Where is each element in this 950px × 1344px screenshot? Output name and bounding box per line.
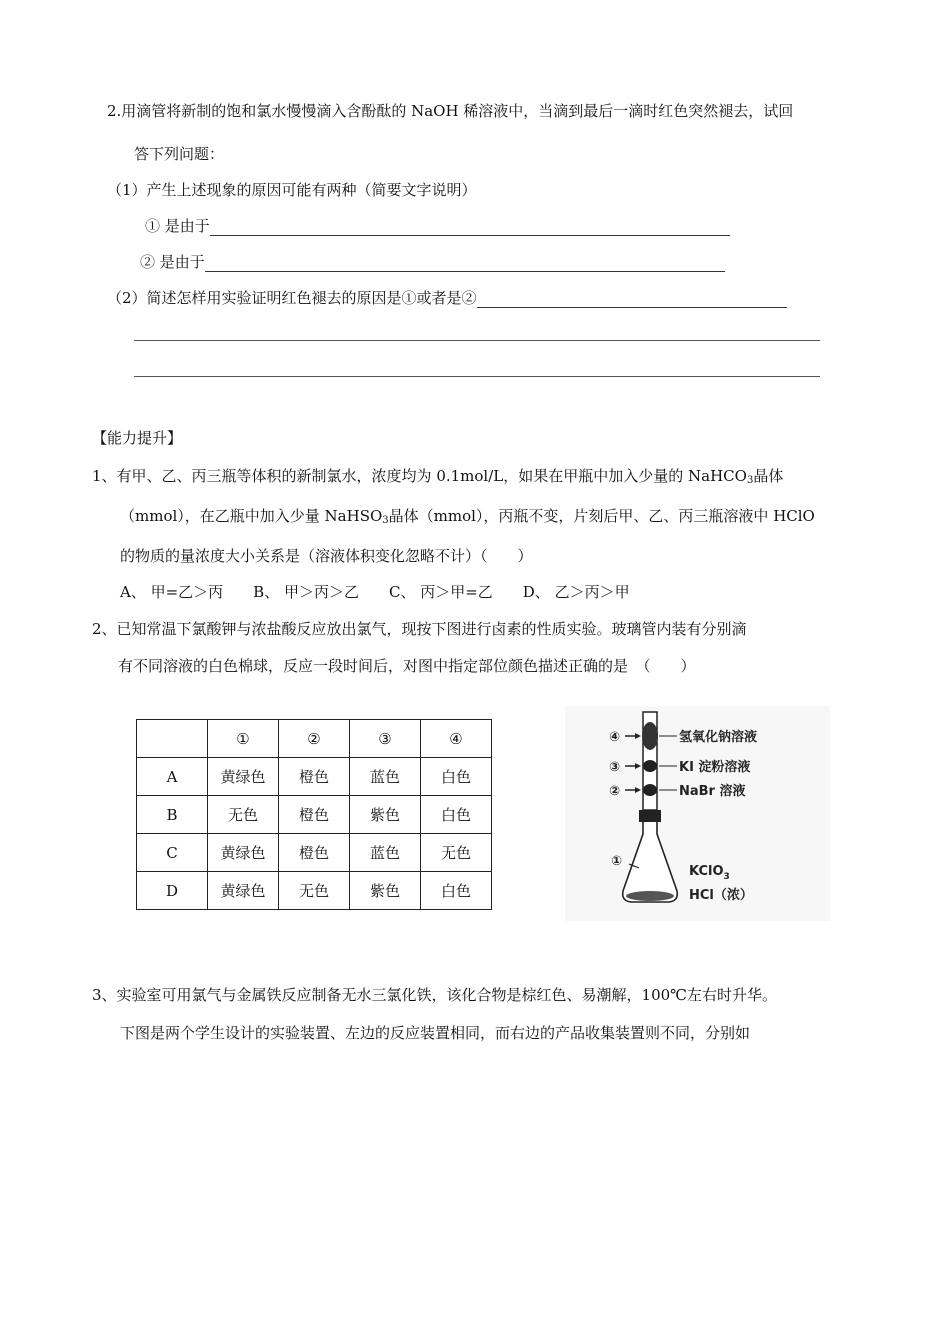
p1-line-1-text-a: 1、有甲、乙、丙三瓶等体积的新制氯水，浓度均为 0.1mol/L，如果在甲瓶中加入少量的 NaHCO — [92, 467, 747, 485]
table-cell: B — [137, 796, 208, 834]
p1-line-1-text-b: 晶体 — [753, 467, 784, 485]
table-cell: 橙色 — [279, 758, 350, 796]
label-hcl: HCl（浓） — [689, 888, 753, 903]
table-cell: ② — [279, 720, 350, 758]
arrowhead-icon — [635, 733, 641, 739]
table-cell: D — [137, 872, 208, 910]
table-row — [137, 796, 492, 834]
answer-line[interactable] — [134, 340, 820, 341]
q2-reason-1-label: ① 是由于 — [145, 217, 210, 235]
table-row — [137, 834, 492, 872]
p1-line-1 — [92, 466, 783, 491]
table-row — [137, 872, 492, 910]
table-cell: 无色 — [279, 872, 350, 910]
table-cell: 黄绿色 — [208, 758, 279, 796]
table-cell: 橙色 — [279, 834, 350, 872]
q2-reason-2-label: ② 是由于 — [140, 253, 205, 271]
table-cell: 紫色 — [350, 796, 421, 834]
options-table — [136, 719, 492, 910]
table-cell: 黄绿色 — [208, 834, 279, 872]
table-cell: ① — [208, 720, 279, 758]
cotton-ball-naoh — [642, 722, 658, 750]
cotton-ball-ki — [643, 760, 657, 772]
q2-subquestion-1: （1）产生上述现象的原因可能有两种（简要文字说明） — [107, 181, 477, 199]
table-cell: A — [137, 758, 208, 796]
q2-subquestion-2-blank[interactable] — [477, 293, 787, 308]
answer-line[interactable] — [134, 376, 820, 377]
q2-line-2: 答下列问题： — [134, 145, 225, 163]
p1-options: A、 甲=乙＞丙 B、 甲＞丙＞乙 C、 丙＞甲=乙 D、 乙＞丙＞甲 — [120, 583, 630, 601]
stopper — [639, 810, 661, 822]
apparatus-diagram — [565, 706, 830, 921]
table-cell: 蓝色 — [350, 758, 421, 796]
table-cell: 橙色 — [279, 796, 350, 834]
flask-contents — [626, 891, 674, 901]
p1-line-2-text-a: （mmol），在乙瓶中加入少量 NaHSO — [120, 507, 383, 525]
arrowhead-icon — [635, 787, 641, 793]
q2-reason-2 — [140, 252, 725, 272]
table-cell: ③ — [350, 720, 421, 758]
section-title: 【能力提升】 — [92, 429, 183, 447]
label-kclo3-text: KClO — [689, 864, 724, 879]
p1-line-2 — [120, 506, 815, 531]
label-naoh: 氢氧化钠溶液 — [679, 730, 758, 745]
cotton-ball-nabr — [643, 784, 657, 796]
label-ki-starch: KI 淀粉溶液 — [679, 760, 751, 775]
p1-line-1-subscript: 3 — [746, 475, 754, 486]
p1-line-2-subscript: 3 — [382, 515, 389, 526]
p1-line-2-text-b: 晶体（mmol），丙瓶不变，片刻后甲、乙、丙三瓶溶液中 HClO — [388, 507, 815, 525]
p3-line-1: 3、实验室可用氯气与金属铁反应制备无水三氯化铁，该化合物是棕红色、易潮解，100℃左右时升华。 — [92, 986, 777, 1004]
table-cell: 黄绿色 — [208, 872, 279, 910]
p2-line-2: 有不同溶液的白色棉球，反应一段时间后，对图中指定部位颜色描述正确的是 （ ） — [118, 657, 696, 675]
table-cell: 白色 — [421, 758, 492, 796]
table-cell: ④ — [421, 720, 492, 758]
table-cell: 紫色 — [350, 872, 421, 910]
label-kclo3-subscript: 3 — [723, 872, 730, 882]
marker-1: ① — [611, 854, 623, 869]
marker-4: ④ — [609, 730, 621, 745]
p1-line-3: 的物质的量浓度大小关系是（溶液体积变化忽略不计）（ ） — [120, 547, 533, 565]
q2-line-1: 2.用滴管将新制的饱和氯水慢慢滴入含酚酞的 NaOH 稀溶液中，当滴到最后一滴时红色突然褪去，试回 — [107, 102, 794, 120]
conical-flask — [623, 822, 678, 902]
q2-reason-1 — [145, 216, 730, 236]
table-header-row — [137, 720, 492, 758]
marker-2: ② — [609, 784, 621, 799]
label-nabr: NaBr 溶液 — [679, 784, 746, 799]
q2-subquestion-2-label: （2）简述怎样用实验证明红色褪去的原因是①或者是② — [107, 289, 477, 307]
label-kclo3 — [689, 864, 730, 882]
table-cell: 蓝色 — [350, 834, 421, 872]
table-cell: 无色 — [421, 834, 492, 872]
q2-subquestion-2 — [107, 288, 787, 308]
table-cell: 白色 — [421, 796, 492, 834]
q2-reason-2-blank[interactable] — [205, 257, 725, 272]
q2-reason-1-blank[interactable] — [210, 221, 730, 236]
table-row — [137, 758, 492, 796]
table-cell: 无色 — [208, 796, 279, 834]
marker-3: ③ — [609, 760, 621, 775]
table-cell — [137, 720, 208, 758]
table-cell: 白色 — [421, 872, 492, 910]
p2-line-1: 2、已知常温下氯酸钾与浓盐酸反应放出氯气，现按下图进行卤素的性质实验。玻璃管内装有分别滴 — [92, 620, 747, 638]
table-cell: C — [137, 834, 208, 872]
arrowhead-icon — [635, 763, 641, 769]
p3-line-2: 下图是两个学生设计的实验装置、左边的反应装置相同，而右边的产品收集装置则不同，分别如 — [120, 1024, 751, 1042]
